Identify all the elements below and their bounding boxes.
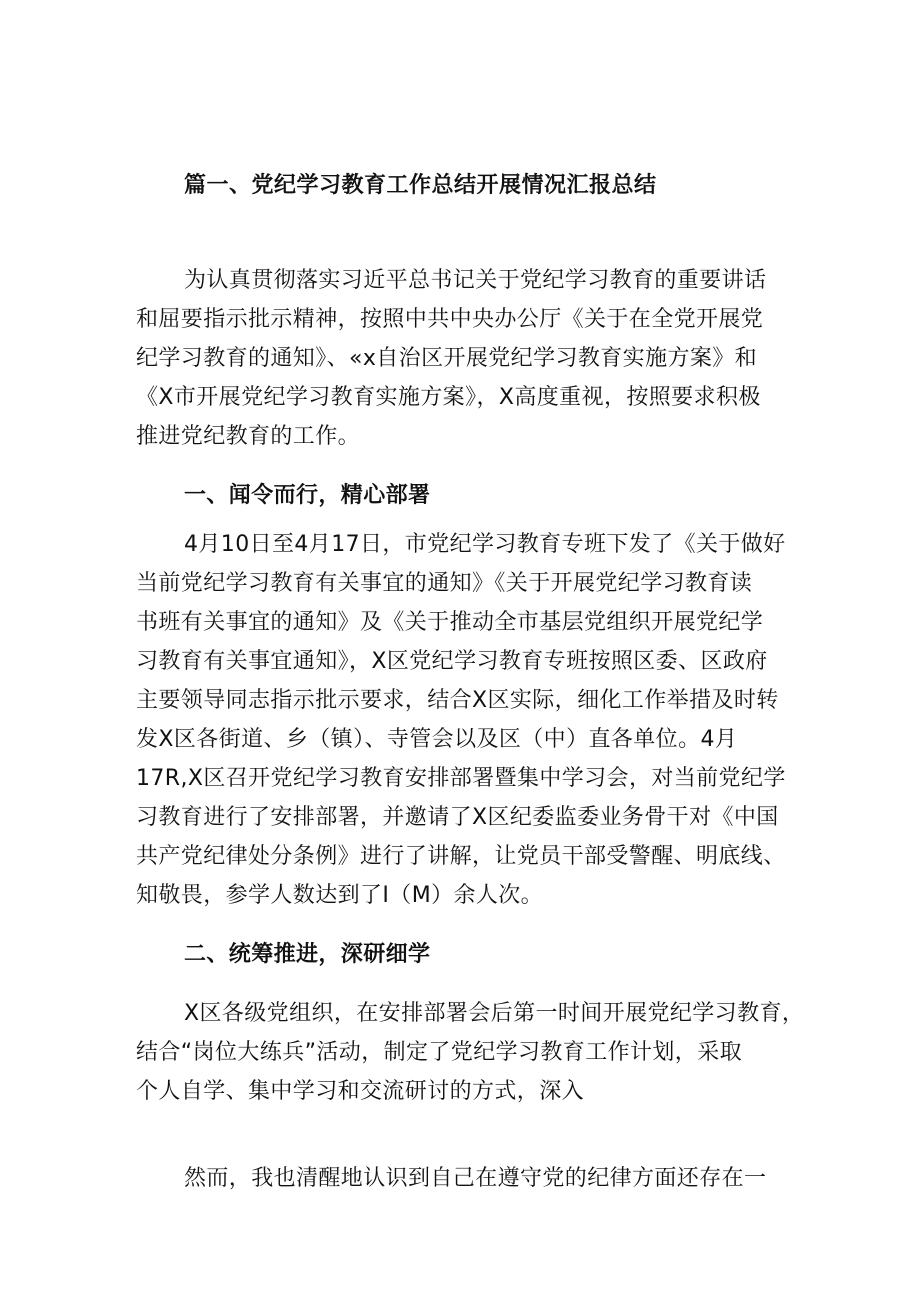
paragraph-line: X区各级党组织，在安排部署会后第一时间开展党纪学习教育， <box>184 1001 805 1026</box>
section-heading: 二、统筹推进，深研细学 <box>184 942 431 967</box>
paragraph-line: 主要领导同志指示批示要求，结合X区实际，细化工作举措及时转 <box>136 688 779 713</box>
paragraph-line: 知敬畏，参学人数达到了I（M）余人次。 <box>136 883 544 908</box>
paragraph-line: 4月10日至4月17日，市党纪学习教育专班下发了《关于做好 <box>184 532 786 557</box>
paragraph-line: 推进党纪教育的工作。 <box>136 424 361 449</box>
paragraph-line: 个人自学、集中学习和交流研讨的方式，深入 <box>136 1079 585 1104</box>
paragraph-line: 发X区各街道、乡（镇）、寺管会以及区（中）直各单位。4月 <box>136 727 738 752</box>
paragraph-line: 习教育进行了安排部署，并邀请了X区纪委监委业务骨干对《中国 <box>136 805 779 830</box>
paragraph-line: 《X市开展党纪学习教育实施方案》，X高度重视，按照要求积极 <box>136 385 761 410</box>
paragraph-line: 和屈要指示批示精神，按照中共中央办公厅《关于在全党开展党 <box>136 307 764 332</box>
document-title: 篇一、党纪学习教育工作总结开展情况汇报总结 <box>184 173 657 198</box>
paragraph-line: 书班有关事宜的通知》及《关于推动全市基层党组织开展党纪学 <box>136 610 764 635</box>
paragraph-line: 纪学习教育的通知》、«x自治区开展党纪学习教育实施方案》和 <box>136 346 758 371</box>
paragraph-line: 当前党纪学习教育有关事宜的通知》《关于开展党纪学习教育读 <box>136 571 753 596</box>
paragraph-line: 结合“岗位大练兵”活动，制定了党纪学习教育工作计划，采取 <box>136 1040 742 1065</box>
section-heading: 一、闻令而行，精心部署 <box>184 483 431 508</box>
paragraph-line: 共产党纪律处分条例》进行了讲解，让党员干部受警醒、明底线、 <box>136 844 786 869</box>
paragraph-line: 17R,X区召开党纪学习教育安排部署暨集中学习会，对当前党纪学 <box>136 766 786 791</box>
paragraph-line: 为认真贯彻落实习近平总书记关于党纪学习教育的重要讲话 <box>184 268 767 293</box>
paragraph-line: 然而，我也清醒地认识到自己在遵守党的纪律方面还存在一 <box>184 1166 767 1191</box>
paragraph-line: 习教育有关事宜通知》，X区党纪学习教育专班按照区委、区政府 <box>136 649 768 674</box>
